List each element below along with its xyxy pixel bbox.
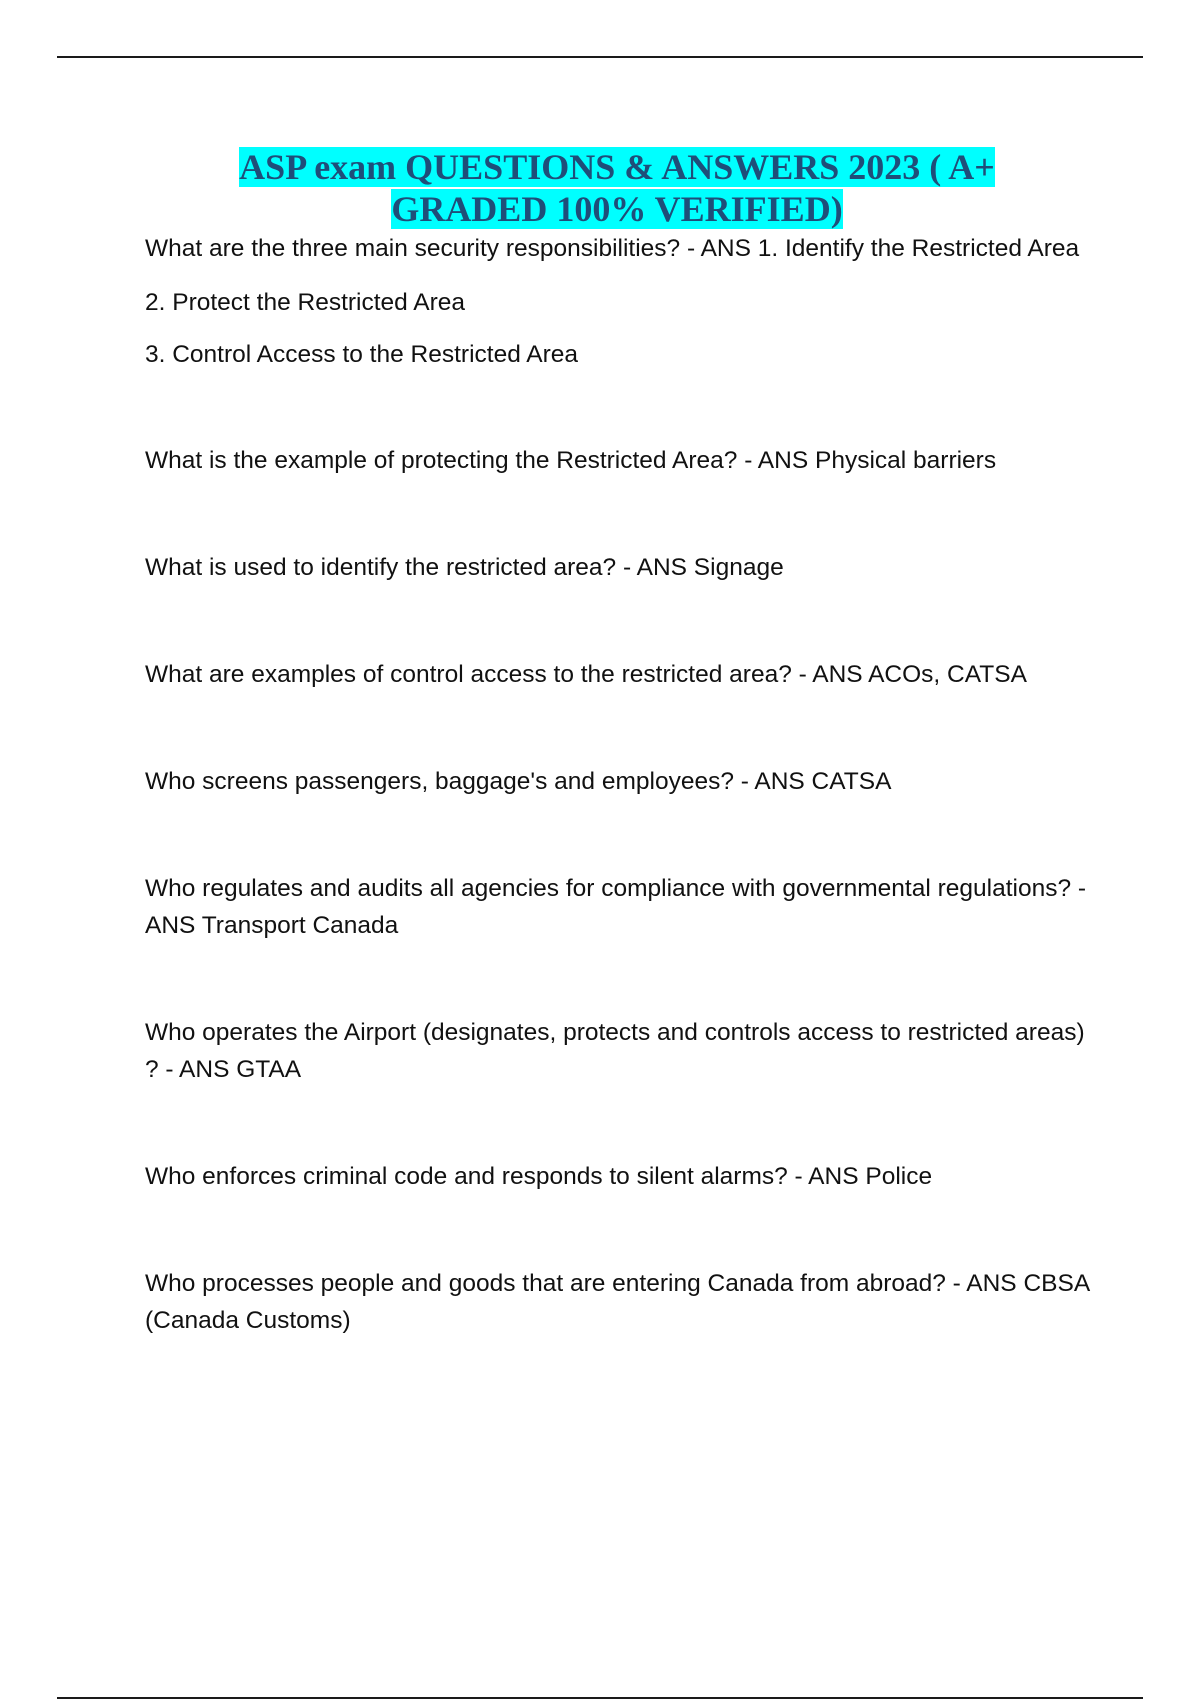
qa-content — [145, 230, 1089, 1409]
qa-item: What are the three main security responsibilities? - ANS 1. Identify the Restricted Area — [145, 235, 1080, 262]
qa-item: Who screens passengers, baggage's and employees? - ANS CATSA — [145, 768, 892, 795]
qa-item: Who processes people and goods that are entering Canada from abroad? - ANS CBSA (Canada Customs) — [145, 1270, 1089, 1334]
qa-item: What are examples of control access to the restricted area? - ANS ACOs, CATSA — [145, 661, 1027, 688]
title-line-2: GRADED 100% VERIFIED) — [391, 189, 843, 229]
qa-item: Who operates the Airport (designates, protects and controls access to restricted areas) ? - ANS GTAA — [145, 1019, 1085, 1083]
qa-item: Who regulates and audits all agencies for compliance with governmental regulations? - ANS Transport Canada — [145, 875, 1087, 939]
header-rule — [57, 56, 1143, 58]
qa-item: 3. Control Access to the Restricted Area — [145, 341, 579, 368]
qa-item: What is the example of protecting the Restricted Area? - ANS Physical barriers — [145, 447, 997, 474]
qa-item: What is used to identify the restricted area? - ANS Signage — [145, 554, 784, 581]
qa-item: Who enforces criminal code and responds to silent alarms? - ANS Police — [145, 1163, 933, 1190]
title-line-1: ASP exam QUESTIONS & ANSWERS 2023 ( A+ — [239, 147, 995, 187]
footer-rule — [57, 1697, 1143, 1699]
qa-item: 2. Protect the Restricted Area — [145, 289, 466, 316]
page-title — [145, 146, 1089, 230]
